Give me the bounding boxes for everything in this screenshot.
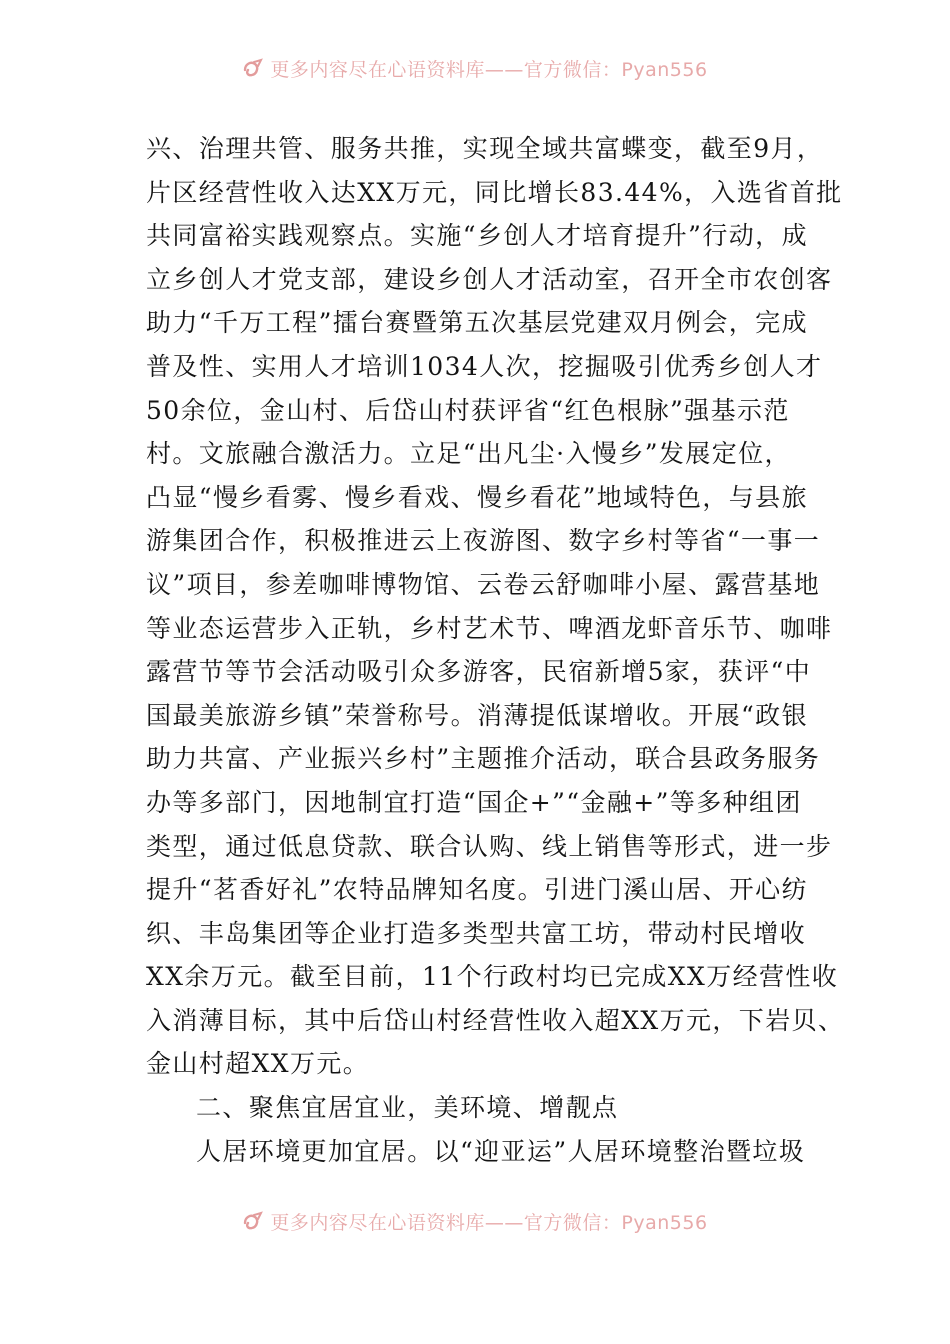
body-line: 助力“千万工程”擂台赛暨第五次基层党建双月例会，完成: [146, 308, 808, 338]
document-body: [146, 127, 845, 1173]
watermark-text: 更多内容尽在心语资料库——官方微信：Pyan556: [270, 59, 708, 81]
body-line: 入消薄目标，其中后岱山村经营性收入超XX万元，下岩贝、: [146, 1005, 845, 1035]
body-line: 办等多部门，因地制宜打造“国企+”“金融+”等多种组团: [146, 787, 802, 817]
body-line: 金山村超XX万元。: [146, 1049, 370, 1079]
paragraph-start: 人居环境更加宜居。以“迎亚运”人居环境整治暨垃圾: [196, 1136, 806, 1166]
watermark-text: 更多内容尽在心语资料库——官方微信：Pyan556: [270, 1212, 708, 1234]
body-line: 提升“茗香好礼”农特品牌知名度。引进门溪山居、开心纺: [146, 875, 808, 905]
body-line: 片区经营性收入达XX万元，同比增长83.44%，入选省首批: [146, 177, 843, 207]
body-line: 兴、治理共管、服务共推，实现全域共富蝶变，截至9月，: [146, 134, 824, 163]
body-line: 类型，通过低息贷款、联合认购、线上销售等形式，进一步: [146, 831, 833, 861]
watermark-logo-icon: [242, 1211, 264, 1233]
body-line: 共同富裕实践观察点。实施“乡创人才培育提升”行动，成: [146, 221, 808, 251]
body-line: 普及性、实用人才培训1034人次，挖掘吸引优秀乡创人才: [146, 351, 823, 381]
watermark-logo-icon: [242, 58, 264, 80]
body-line: 等业态运营步入正轨，乡村艺术节、啤酒龙虾音乐节、咖啡: [146, 613, 833, 643]
header-watermark: [0, 50, 950, 90]
body-line: 助力共富、产业振兴乡村”主题推介活动，联合县政务服务: [146, 744, 821, 774]
body-line: 村。文旅融合激活力。立足“出凡尘·入慢乡”发展定位，: [146, 439, 791, 469]
body-line: 游集团合作，积极推进云上夜游图、数字乡村等省“一事一: [146, 526, 821, 556]
body-line: 立乡创人才党支部，建设乡创人才活动室，召开全市农创客: [146, 264, 833, 294]
body-line: 议”项目，参差咖啡博物馆、云卷云舒咖啡小屋、露营基地: [146, 569, 821, 599]
section-heading: 二、聚焦宜居宜业，美环境、增靓点: [196, 1093, 619, 1123]
body-line: 国最美旅游乡镇”荣誉称号。消薄提低谋增收。开展“政银: [146, 700, 808, 730]
body-line: XX余万元。截至目前，11个行政村均已完成XX万经营性收: [146, 962, 839, 992]
footer-watermark: [0, 1203, 950, 1243]
body-line: 凸显“慢乡看雾、慢乡看戏、慢乡看花”地域特色，与县旅: [146, 482, 808, 512]
body-line: 50余位，金山村、后岱山村获评省“红色根脉”强基示范: [146, 395, 790, 425]
body-line: 织、丰岛集团等企业打造多类型共富工坊，带动村民增收: [146, 918, 807, 948]
body-line: 露营节等节会活动吸引众多游客，民宿新增5家，获评“中: [146, 657, 812, 687]
